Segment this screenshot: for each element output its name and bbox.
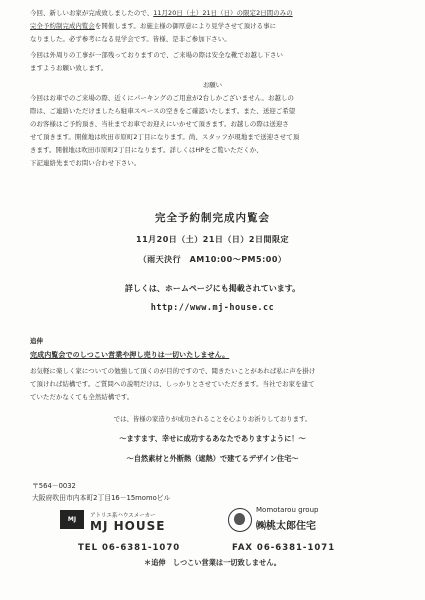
notice-heading: お願い <box>202 81 223 89</box>
event-dates: 11月20日（土）21日（日）2日間限定 <box>136 235 289 244</box>
intro-line-2b: を開催します。お施主様の御厚意により見学させて頂ける事に <box>94 22 277 30</box>
slogan-2: ～自然素材と外断熱（遮熱）で建てるデザイン住宅～ <box>126 454 299 463</box>
intro-line-1 <box>30 8 400 18</box>
mj-logo-icon: MJ <box>60 510 84 529</box>
addendum-headline: 完成内覧会でのしつこい営業や押し売りは一切いたしません。 <box>30 351 230 359</box>
intro-line-1b: 11月20日（土）21日（日）の限定2日間のみの <box>153 9 293 17</box>
closing-text: では、皆様の家造りが成功されることを心よりお祈りしております。 <box>113 415 312 423</box>
phone-number[interactable]: TEL 06-6381-1070 <box>78 543 181 553</box>
intro-line-1a: 今回、新しいお家が完成致しましたので、 <box>30 9 154 17</box>
company-address: 大阪府吹田市内本町2丁目16－15momoビル <box>32 494 171 502</box>
website-link[interactable]: http://www.mj-house.cc <box>150 303 275 313</box>
notice-line-4: せて頂きます。開催地は吹田市原町2丁目になります。尚、スタッフが現地まで送迎させて頂 <box>30 133 300 141</box>
notice-line-3: のお客様はご予約頂き、当社までお車でお迎えにいかせて頂きます。お越しの際は送迎さ <box>30 120 289 128</box>
event-title: 完全予約制完成内覧会 <box>155 212 270 224</box>
event-time: （雨天決行 AM10:00～PM5:00） <box>138 255 287 264</box>
intro-line-4: 今回は外周りの工事が一部残っておりますので、ご来場の際は安全な靴でお越し下さい <box>30 51 284 59</box>
fax-number: FAX 06-6381-1071 <box>232 543 336 553</box>
intro-line-2 <box>30 21 400 31</box>
addendum-line-2: て頂ければ結構です。ご質問への説明だけは、しっかりとさせていただきます。当社でお家を建て <box>30 380 315 388</box>
notice-line-6: 下記連絡先までお問い合わせ下さい。 <box>30 159 141 167</box>
notice-line-1: 今回はお車でのご来場の際、近くにパーキングのご用意が2台しかございません。お越しの <box>30 94 294 102</box>
web-text: 詳しくは、ホームページにも掲載されています。 <box>124 284 301 293</box>
addendum-label: 追伸 <box>30 337 43 345</box>
final-note: ＊追伸 しつこい営業は一切致しません。 <box>144 558 281 567</box>
intro-line-3: なりました。必ず参考になる見学会です。皆様、是非ご参加下さい。 <box>30 35 231 43</box>
notice-line-5: きます。開催地は吹田市原町2丁目になります。詳しくはHPをご覧いただくか、 <box>30 146 263 154</box>
notice-line-2: 際は、ご連絡いただけましたら駐車スペースの空きをご確認いたします。また、送迎ご希望 <box>30 107 296 115</box>
group-company-name: ㈱桃太郎住宅 <box>256 521 316 532</box>
intro-event-name: 完全予約制完成内覧会 <box>30 22 95 30</box>
company-name: MJ HOUSE <box>90 519 166 533</box>
intro-line-5: ますようお願い致します。 <box>30 64 108 72</box>
company-tagline: アトリエ系ハウスメーカー <box>90 513 156 519</box>
addendum-line-3: ていただかなくても全然結構です。 <box>30 393 134 401</box>
addendum-line-1: お気軽に楽しく家についての勉強して頂くのが目的ですので、聞きたいことがあれば私に声を掛け <box>30 367 316 375</box>
peach-logo-icon <box>228 508 252 532</box>
group-label: Momotarou group <box>256 506 319 514</box>
slogan-1: ～ますます、幸せに成功するあなたでありますように！～ <box>119 434 306 443</box>
postal-code: 〒564－0032 <box>32 482 76 490</box>
